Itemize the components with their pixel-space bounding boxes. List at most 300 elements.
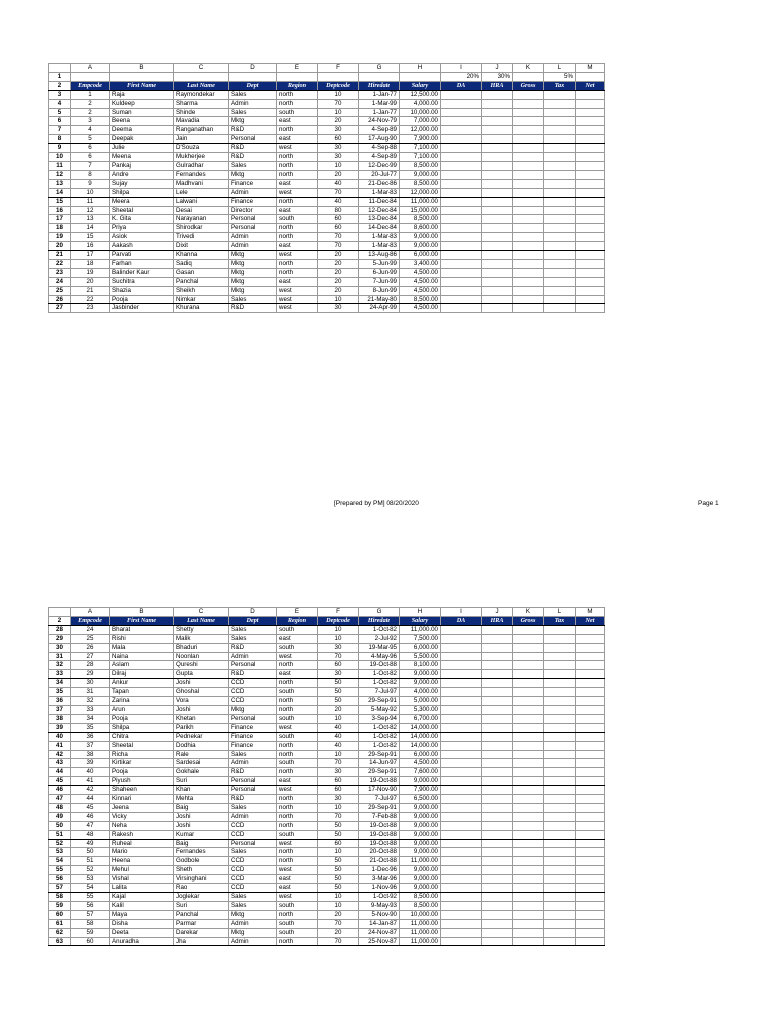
empty-cell[interactable] xyxy=(576,242,605,251)
empty-cell[interactable] xyxy=(482,786,513,795)
empty-cell[interactable] xyxy=(482,661,513,670)
empty-cell[interactable] xyxy=(544,215,576,224)
data-cell[interactable]: 7,900.00 xyxy=(400,786,441,795)
data-cell[interactable]: 22 xyxy=(71,295,110,304)
data-cell[interactable]: 6,000.00 xyxy=(400,750,441,759)
data-cell[interactable]: 7 xyxy=(71,161,110,170)
data-cell[interactable]: Deeta xyxy=(110,928,174,937)
data-cell[interactable]: Rakesh xyxy=(110,830,174,839)
data-cell[interactable]: 39 xyxy=(71,759,110,768)
data-cell[interactable]: 30 xyxy=(318,153,359,162)
data-cell[interactable]: R&D xyxy=(229,126,277,135)
data-cell[interactable]: 70 xyxy=(318,188,359,197)
data-cell[interactable]: Dilraj xyxy=(110,670,174,679)
empty-cell[interactable] xyxy=(441,875,482,884)
empty-cell[interactable] xyxy=(576,777,605,786)
data-cell[interactable]: Ghoshal xyxy=(174,688,229,697)
data-cell[interactable]: Fernandes xyxy=(174,170,229,179)
data-cell[interactable]: 1-Jan-77 xyxy=(359,108,400,117)
data-cell[interactable]: Shilpa xyxy=(110,723,174,732)
data-cell[interactable]: 1-Nov-96 xyxy=(359,884,400,893)
empty-cell[interactable] xyxy=(482,206,513,215)
data-cell[interactable]: 2 xyxy=(71,99,110,108)
empty-cell[interactable] xyxy=(441,688,482,697)
empty-cell[interactable] xyxy=(482,866,513,875)
empty-cell[interactable] xyxy=(576,259,605,268)
data-cell[interactable]: Admin xyxy=(229,759,277,768)
data-cell[interactable]: north xyxy=(277,233,318,242)
empty-cell[interactable] xyxy=(576,72,605,81)
column-header-I[interactable]: I xyxy=(441,64,482,73)
data-cell[interactable]: Parikh xyxy=(174,723,229,732)
data-cell[interactable]: Sardesai xyxy=(174,759,229,768)
empty-cell[interactable] xyxy=(513,72,544,81)
empty-cell[interactable] xyxy=(544,777,576,786)
empty-cell[interactable] xyxy=(482,286,513,295)
data-cell[interactable]: 10 xyxy=(318,803,359,812)
row-number[interactable]: 54 xyxy=(49,857,71,866)
data-cell[interactable]: Personal xyxy=(229,224,277,233)
data-cell[interactable]: Aakash xyxy=(110,242,174,251)
data-cell[interactable]: 12,500.00 xyxy=(400,90,441,99)
data-cell[interactable]: Mehta xyxy=(174,795,229,804)
empty-cell[interactable] xyxy=(576,821,605,830)
empty-cell[interactable] xyxy=(513,117,544,126)
column-header-F[interactable]: F xyxy=(318,64,359,73)
data-cell[interactable]: Narayanan xyxy=(174,215,229,224)
empty-cell[interactable] xyxy=(576,652,605,661)
empty-cell[interactable] xyxy=(441,286,482,295)
field-header-cell[interactable]: Net xyxy=(576,81,605,90)
empty-cell[interactable] xyxy=(482,625,513,634)
data-cell[interactable]: 11,000.00 xyxy=(400,937,441,946)
data-cell[interactable]: 50 xyxy=(318,866,359,875)
empty-cell[interactable] xyxy=(576,928,605,937)
empty-cell[interactable] xyxy=(544,90,576,99)
empty-cell[interactable] xyxy=(513,99,544,108)
empty-cell[interactable] xyxy=(277,72,318,81)
row-number[interactable]: 62 xyxy=(49,928,71,937)
data-cell[interactable]: Bhaduri xyxy=(174,643,229,652)
data-cell[interactable]: 12,000.00 xyxy=(400,126,441,135)
data-cell[interactable]: 80 xyxy=(318,206,359,215)
data-cell[interactable]: Personal xyxy=(229,661,277,670)
data-cell[interactable]: 40 xyxy=(71,768,110,777)
data-cell[interactable]: Raja xyxy=(110,90,174,99)
data-cell[interactable]: Gasan xyxy=(174,268,229,277)
empty-cell[interactable] xyxy=(544,821,576,830)
data-cell[interactable]: Joshi xyxy=(174,705,229,714)
data-cell[interactable]: Baig xyxy=(174,839,229,848)
empty-cell[interactable] xyxy=(576,803,605,812)
data-cell[interactable]: north xyxy=(277,161,318,170)
data-cell[interactable]: 29-Sep-91 xyxy=(359,750,400,759)
data-cell[interactable]: 4-May-96 xyxy=(359,652,400,661)
data-cell[interactable]: Suman xyxy=(110,108,174,117)
empty-cell[interactable] xyxy=(513,295,544,304)
empty-cell[interactable] xyxy=(576,893,605,902)
data-cell[interactable]: Meera xyxy=(110,197,174,206)
data-cell[interactable]: CCD xyxy=(229,875,277,884)
empty-cell[interactable] xyxy=(441,910,482,919)
empty-cell[interactable] xyxy=(482,188,513,197)
data-cell[interactable]: 29 xyxy=(71,670,110,679)
empty-cell[interactable] xyxy=(513,875,544,884)
empty-cell[interactable] xyxy=(544,741,576,750)
data-cell[interactable]: 70 xyxy=(318,233,359,242)
empty-cell[interactable] xyxy=(576,786,605,795)
row-number[interactable]: 53 xyxy=(49,848,71,857)
data-cell[interactable]: 7,100.00 xyxy=(400,153,441,162)
data-cell[interactable]: 70 xyxy=(318,759,359,768)
row-number[interactable]: 5 xyxy=(49,108,71,117)
row-number[interactable]: 39 xyxy=(49,723,71,732)
data-cell[interactable]: west xyxy=(277,893,318,902)
empty-cell[interactable] xyxy=(576,910,605,919)
empty-cell[interactable] xyxy=(576,215,605,224)
data-cell[interactable]: south xyxy=(277,928,318,937)
data-cell[interactable]: north xyxy=(277,90,318,99)
data-cell[interactable]: south xyxy=(277,901,318,910)
empty-cell[interactable] xyxy=(441,812,482,821)
empty-cell[interactable] xyxy=(441,750,482,759)
data-cell[interactable]: Personal xyxy=(229,714,277,723)
empty-cell[interactable] xyxy=(513,857,544,866)
empty-cell[interactable] xyxy=(482,634,513,643)
empty-cell[interactable] xyxy=(441,803,482,812)
data-cell[interactable]: Jasbinder xyxy=(110,304,174,313)
empty-cell[interactable] xyxy=(576,161,605,170)
empty-cell[interactable] xyxy=(441,643,482,652)
data-cell[interactable]: north xyxy=(277,750,318,759)
data-cell[interactable]: Sales xyxy=(229,90,277,99)
empty-cell[interactable] xyxy=(544,795,576,804)
empty-cell[interactable] xyxy=(544,884,576,893)
data-cell[interactable]: 20 xyxy=(318,286,359,295)
empty-cell[interactable] xyxy=(482,901,513,910)
data-cell[interactable]: 16 xyxy=(71,242,110,251)
empty-cell[interactable] xyxy=(513,251,544,260)
empty-cell[interactable] xyxy=(482,179,513,188)
data-cell[interactable]: 8,500.00 xyxy=(400,215,441,224)
data-cell[interactable]: 14,000.00 xyxy=(400,723,441,732)
empty-cell[interactable] xyxy=(576,839,605,848)
empty-cell[interactable] xyxy=(513,206,544,215)
column-header-B[interactable]: B xyxy=(110,608,174,617)
data-cell[interactable]: 20 xyxy=(318,251,359,260)
data-cell[interactable]: 58 xyxy=(71,919,110,928)
empty-cell[interactable] xyxy=(513,277,544,286)
empty-cell[interactable] xyxy=(513,268,544,277)
column-header-E[interactable]: E xyxy=(277,64,318,73)
empty-cell[interactable] xyxy=(441,215,482,224)
data-cell[interactable]: 10,000.00 xyxy=(400,108,441,117)
data-cell[interactable]: 70 xyxy=(318,652,359,661)
data-cell[interactable]: Rishi xyxy=(110,634,174,643)
empty-cell[interactable] xyxy=(482,937,513,946)
data-cell[interactable]: Trivedi xyxy=(174,233,229,242)
data-cell[interactable]: 10 xyxy=(318,634,359,643)
row-number[interactable]: 50 xyxy=(49,821,71,830)
empty-cell[interactable] xyxy=(576,135,605,144)
data-cell[interactable]: 1-Mar-83 xyxy=(359,233,400,242)
empty-cell[interactable] xyxy=(441,652,482,661)
data-cell[interactable]: Vishal xyxy=(110,875,174,884)
empty-cell[interactable] xyxy=(544,286,576,295)
empty-cell[interactable] xyxy=(513,910,544,919)
empty-cell[interactable] xyxy=(576,697,605,706)
empty-cell[interactable] xyxy=(441,919,482,928)
empty-cell[interactable] xyxy=(441,937,482,946)
data-cell[interactable]: Khetan xyxy=(174,714,229,723)
column-header-K[interactable]: K xyxy=(513,608,544,617)
data-cell[interactable]: 10 xyxy=(318,161,359,170)
empty-cell[interactable] xyxy=(576,268,605,277)
empty-cell[interactable] xyxy=(441,857,482,866)
data-cell[interactable]: 27 xyxy=(71,652,110,661)
column-header-E[interactable]: E xyxy=(277,608,318,617)
row-number[interactable]: 56 xyxy=(49,875,71,884)
empty-cell[interactable] xyxy=(482,99,513,108)
empty-cell[interactable] xyxy=(318,72,359,81)
empty-cell[interactable] xyxy=(544,206,576,215)
data-cell[interactable]: 51 xyxy=(71,857,110,866)
data-cell[interactable]: west xyxy=(277,786,318,795)
field-header-cell[interactable]: Gross xyxy=(513,616,544,625)
empty-cell[interactable] xyxy=(544,117,576,126)
empty-cell[interactable] xyxy=(513,144,544,153)
data-cell[interactable]: 2-Jul-92 xyxy=(359,634,400,643)
empty-cell[interactable] xyxy=(482,688,513,697)
row-number[interactable]: 29 xyxy=(49,634,71,643)
data-cell[interactable]: 60 xyxy=(71,937,110,946)
data-cell[interactable]: 31 xyxy=(71,688,110,697)
empty-cell[interactable] xyxy=(441,251,482,260)
empty-cell[interactable] xyxy=(441,893,482,902)
data-cell[interactable]: 7,600.00 xyxy=(400,768,441,777)
data-cell[interactable]: Shazia xyxy=(110,286,174,295)
empty-cell[interactable] xyxy=(576,688,605,697)
empty-cell[interactable] xyxy=(441,625,482,634)
data-cell[interactable]: Personal xyxy=(229,777,277,786)
data-cell[interactable]: 13-Aug-86 xyxy=(359,251,400,260)
data-cell[interactable]: R&D xyxy=(229,304,277,313)
empty-cell[interactable] xyxy=(513,839,544,848)
empty-cell[interactable] xyxy=(482,919,513,928)
empty-cell[interactable] xyxy=(482,910,513,919)
data-cell[interactable]: 30 xyxy=(318,126,359,135)
empty-cell[interactable] xyxy=(513,188,544,197)
data-cell[interactable]: west xyxy=(277,188,318,197)
field-header-cell[interactable]: Dept xyxy=(229,616,277,625)
data-cell[interactable]: 4-Sep-88 xyxy=(359,144,400,153)
empty-cell[interactable] xyxy=(482,259,513,268)
data-cell[interactable]: 50 xyxy=(318,688,359,697)
empty-cell[interactable] xyxy=(110,72,174,81)
empty-cell[interactable] xyxy=(482,723,513,732)
empty-cell[interactable] xyxy=(441,786,482,795)
empty-cell[interactable] xyxy=(229,72,277,81)
data-cell[interactable]: R&D xyxy=(229,144,277,153)
empty-cell[interactable] xyxy=(576,304,605,313)
empty-cell[interactable] xyxy=(482,215,513,224)
empty-cell[interactable] xyxy=(513,661,544,670)
empty-cell[interactable] xyxy=(544,161,576,170)
empty-cell[interactable] xyxy=(482,750,513,759)
data-cell[interactable]: north xyxy=(277,99,318,108)
data-cell[interactable]: 9,000.00 xyxy=(400,875,441,884)
empty-cell[interactable] xyxy=(576,90,605,99)
data-cell[interactable]: 60 xyxy=(318,839,359,848)
data-cell[interactable]: 50 xyxy=(318,679,359,688)
data-cell[interactable]: 14,000.00 xyxy=(400,741,441,750)
data-cell[interactable]: Sheetal xyxy=(110,741,174,750)
empty-cell[interactable] xyxy=(441,161,482,170)
empty-cell[interactable] xyxy=(576,99,605,108)
empty-cell[interactable] xyxy=(441,224,482,233)
empty-cell[interactable] xyxy=(482,197,513,206)
data-cell[interactable]: 50 xyxy=(318,821,359,830)
empty-cell[interactable] xyxy=(513,126,544,135)
empty-cell[interactable] xyxy=(544,268,576,277)
data-cell[interactable]: Heena xyxy=(110,857,174,866)
data-cell[interactable]: 10 xyxy=(318,108,359,117)
data-cell[interactable]: 1-Oct-82 xyxy=(359,732,400,741)
data-cell[interactable]: Pooja xyxy=(110,768,174,777)
empty-cell[interactable] xyxy=(544,679,576,688)
data-cell[interactable]: Deema xyxy=(110,126,174,135)
empty-cell[interactable] xyxy=(544,759,576,768)
data-cell[interactable]: 10 xyxy=(71,188,110,197)
empty-cell[interactable] xyxy=(513,286,544,295)
empty-cell[interactable] xyxy=(576,857,605,866)
data-cell[interactable]: 9,000.00 xyxy=(400,679,441,688)
data-cell[interactable]: 5,500.00 xyxy=(400,652,441,661)
empty-cell[interactable] xyxy=(576,153,605,162)
data-cell[interactable]: 9 xyxy=(71,179,110,188)
data-cell[interactable]: Sales xyxy=(229,108,277,117)
data-cell[interactable]: Pednekar xyxy=(174,732,229,741)
empty-cell[interactable] xyxy=(544,153,576,162)
data-cell[interactable]: Kalil xyxy=(110,901,174,910)
data-cell[interactable]: Admin xyxy=(229,233,277,242)
data-cell[interactable]: north xyxy=(277,857,318,866)
data-cell[interactable]: 40 xyxy=(318,723,359,732)
row-number[interactable]: 40 xyxy=(49,732,71,741)
data-cell[interactable]: 19-Oct-88 xyxy=(359,661,400,670)
data-cell[interactable]: 1-Jan-77 xyxy=(359,90,400,99)
data-cell[interactable]: north xyxy=(277,821,318,830)
row-number[interactable]: 49 xyxy=(49,812,71,821)
empty-cell[interactable] xyxy=(544,99,576,108)
data-cell[interactable]: north xyxy=(277,741,318,750)
data-cell[interactable]: Finance xyxy=(229,741,277,750)
data-cell[interactable]: 30 xyxy=(318,643,359,652)
data-cell[interactable]: 4,000.00 xyxy=(400,688,441,697)
data-cell[interactable]: Malik xyxy=(174,634,229,643)
empty-cell[interactable] xyxy=(441,295,482,304)
data-cell[interactable]: Julie xyxy=(110,144,174,153)
data-cell[interactable]: 60 xyxy=(318,224,359,233)
data-cell[interactable]: Sharma xyxy=(174,99,229,108)
data-cell[interactable]: 50 xyxy=(318,830,359,839)
empty-cell[interactable] xyxy=(441,188,482,197)
empty-cell[interactable] xyxy=(513,848,544,857)
data-cell[interactable]: east xyxy=(277,670,318,679)
data-cell[interactable]: 6 xyxy=(71,153,110,162)
data-cell[interactable]: Vora xyxy=(174,697,229,706)
data-cell[interactable]: 50 xyxy=(318,884,359,893)
data-cell[interactable]: Lele xyxy=(174,188,229,197)
empty-cell[interactable] xyxy=(544,848,576,857)
empty-cell[interactable] xyxy=(441,197,482,206)
data-cell[interactable]: Khanna xyxy=(174,251,229,260)
data-cell[interactable]: 60 xyxy=(318,135,359,144)
empty-cell[interactable] xyxy=(441,108,482,117)
data-cell[interactable]: Lalwani xyxy=(174,197,229,206)
data-cell[interactable]: 20 xyxy=(318,928,359,937)
data-cell[interactable]: Khurana xyxy=(174,304,229,313)
data-cell[interactable]: Admin xyxy=(229,812,277,821)
field-header-cell[interactable]: Hiredate xyxy=(359,81,400,90)
empty-cell[interactable] xyxy=(544,705,576,714)
data-cell[interactable]: west xyxy=(277,304,318,313)
empty-cell[interactable] xyxy=(544,188,576,197)
data-cell[interactable]: 47 xyxy=(71,821,110,830)
data-cell[interactable]: 13 xyxy=(71,215,110,224)
column-header-G[interactable]: G xyxy=(359,64,400,73)
data-cell[interactable]: Andre xyxy=(110,170,174,179)
data-cell[interactable]: Farhan xyxy=(110,259,174,268)
data-cell[interactable]: CCD xyxy=(229,830,277,839)
data-cell[interactable]: east xyxy=(277,884,318,893)
data-cell[interactable]: 3-Mar-96 xyxy=(359,875,400,884)
empty-cell[interactable] xyxy=(513,723,544,732)
row-number[interactable]: 57 xyxy=(49,884,71,893)
empty-cell[interactable] xyxy=(441,928,482,937)
data-cell[interactable]: Sujay xyxy=(110,179,174,188)
data-cell[interactable]: 40 xyxy=(318,197,359,206)
data-cell[interactable]: 56 xyxy=(71,901,110,910)
data-cell[interactable]: Sales xyxy=(229,161,277,170)
empty-cell[interactable] xyxy=(513,812,544,821)
empty-cell[interactable] xyxy=(544,688,576,697)
empty-cell[interactable] xyxy=(513,928,544,937)
data-cell[interactable]: Shirodkar xyxy=(174,224,229,233)
row-number[interactable]: 19 xyxy=(49,233,71,242)
empty-cell[interactable] xyxy=(576,625,605,634)
empty-cell[interactable] xyxy=(482,839,513,848)
data-cell[interactable]: 20 xyxy=(318,705,359,714)
row-number[interactable]: 51 xyxy=(49,830,71,839)
data-cell[interactable]: 20 xyxy=(318,259,359,268)
data-cell[interactable]: Personal xyxy=(229,839,277,848)
data-cell[interactable]: 30 xyxy=(318,144,359,153)
data-cell[interactable]: Sales xyxy=(229,634,277,643)
data-cell[interactable]: north xyxy=(277,170,318,179)
data-cell[interactable]: Maya xyxy=(110,910,174,919)
data-cell[interactable]: 19 xyxy=(71,268,110,277)
data-cell[interactable]: 3,400.00 xyxy=(400,259,441,268)
data-cell[interactable]: 9,000.00 xyxy=(400,803,441,812)
data-cell[interactable]: R&D xyxy=(229,643,277,652)
empty-cell[interactable] xyxy=(482,777,513,786)
empty-cell[interactable] xyxy=(482,803,513,812)
data-cell[interactable]: 55 xyxy=(71,893,110,902)
data-cell[interactable]: Rale xyxy=(174,750,229,759)
data-cell[interactable]: 10 xyxy=(318,625,359,634)
data-cell[interactable]: 20 xyxy=(318,277,359,286)
